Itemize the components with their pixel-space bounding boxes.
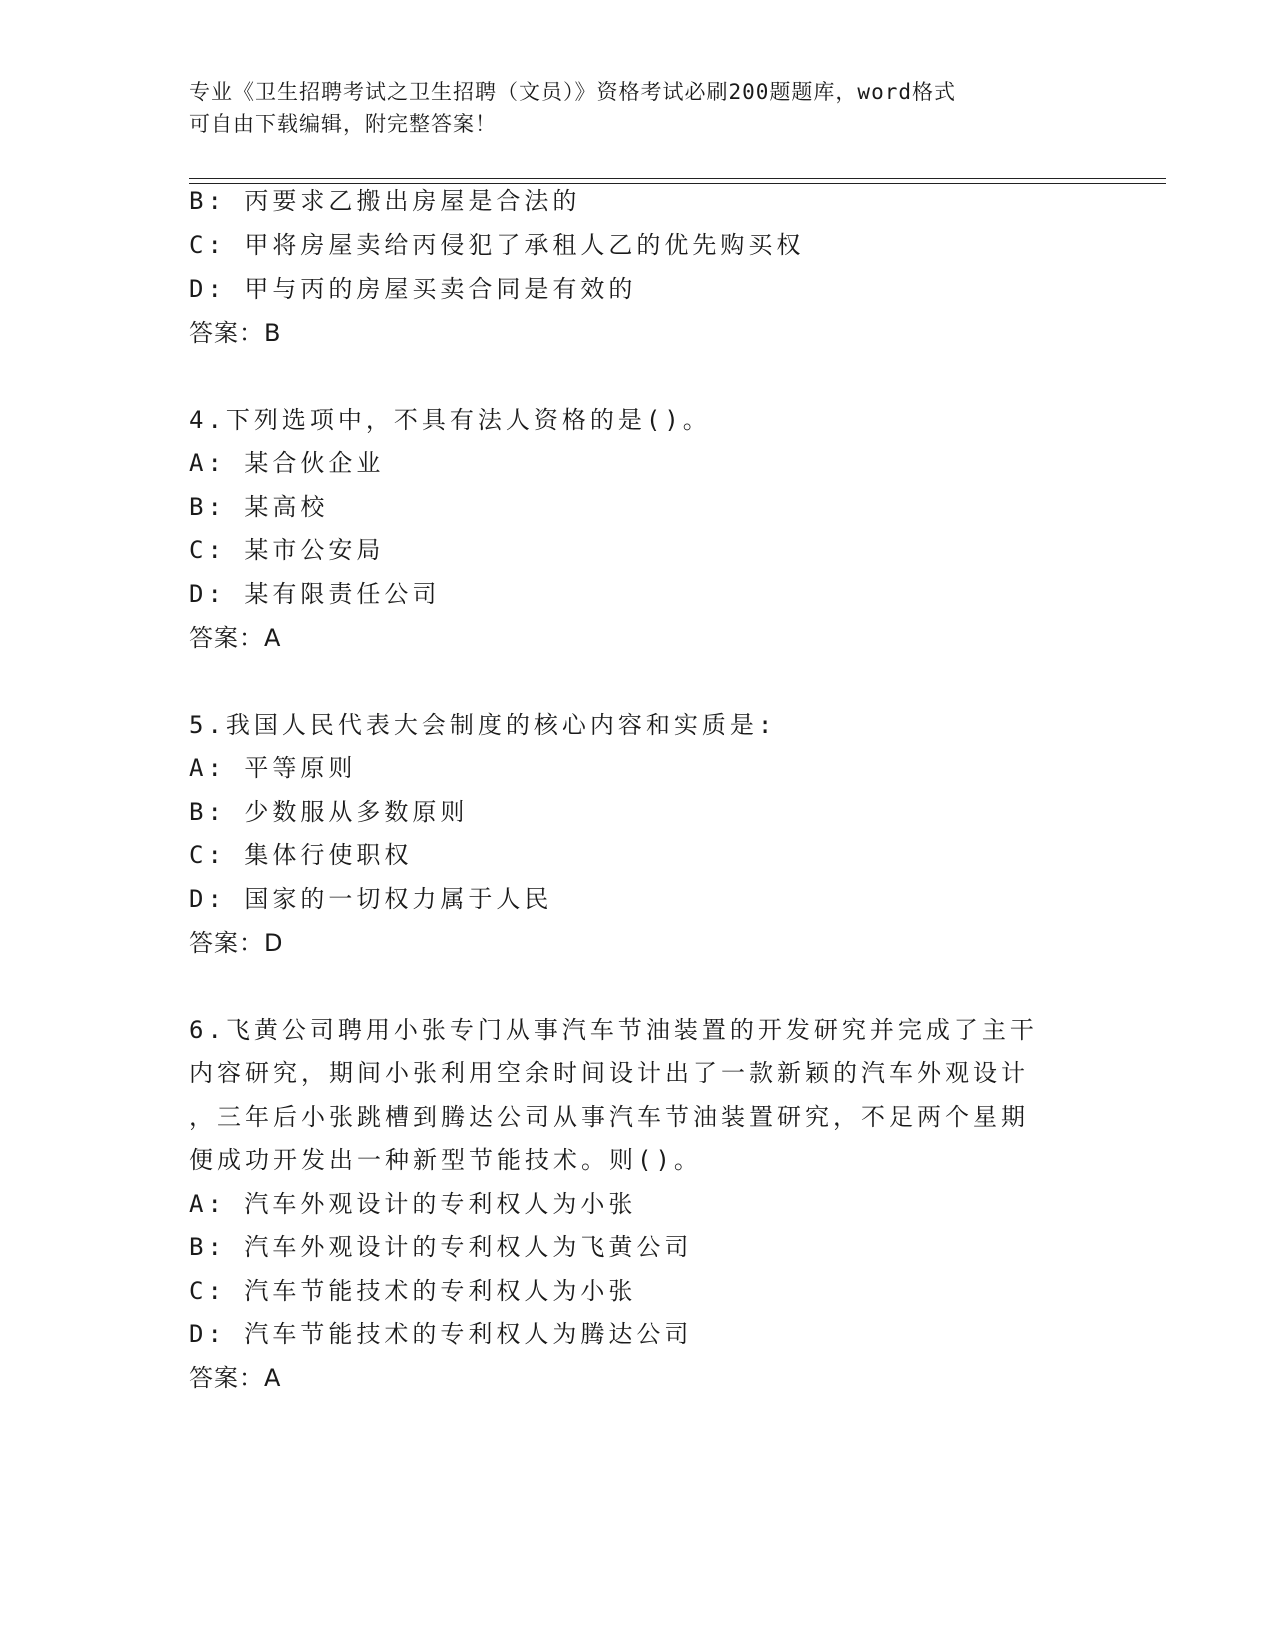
q5-answer: 答案：D [189,929,284,957]
header-divider-top [189,178,1166,179]
header-title-line-2: 可自由下载编辑，附完整答案！ [189,112,497,136]
q5-option-a: A: 平等原则 [189,754,357,782]
q5-option-b: B: 少数服从多数原则 [189,798,469,826]
q4-option-a: A: 某合伙企业 [189,449,385,477]
q6-option-a: A: 汽车外观设计的专利权人为小张 [189,1190,637,1218]
q6-option-d: D: 汽车节能技术的专利权人为腾达公司 [189,1320,693,1348]
q6-option-b: B: 汽车外观设计的专利权人为飞黄公司 [189,1233,693,1261]
q4-option-d: D: 某有限责任公司 [189,580,441,608]
q5-option-d: D: 国家的一切权力属于人民 [189,885,553,913]
q4-option-c: C: 某市公安局 [189,536,385,564]
q6-stem-line-3: ，三年后小张跳槽到腾达公司从事汽车节油装置研究，不足两个星期 [189,1103,1029,1131]
q3-option-c: C: 甲将房屋卖给丙侵犯了承租人乙的优先购买权 [189,231,805,259]
q3-option-b: B: 丙要求乙搬出房屋是合法的 [189,187,581,215]
q3-answer: 答案：B [189,319,282,347]
q3-option-d: D: 甲与丙的房屋买卖合同是有效的 [189,275,637,303]
q6-option-c: C: 汽车节能技术的专利权人为小张 [189,1277,637,1305]
q4-stem: 4.下列选项中，不具有法人资格的是()。 [189,406,711,434]
q5-stem: 5.我国人民代表大会制度的核心内容和实质是: [189,711,777,739]
q6-stem-line-2: 内容研究，期间小张利用空余时间设计出了一款新颖的汽车外观设计 [189,1059,1029,1087]
q5-option-c: C: 集体行使职权 [189,841,413,869]
q4-option-b: B: 某高校 [189,493,329,521]
document-header [189,76,1069,140]
q6-stem-line-4: 便成功开发出一种新型节能技术。则()。 [189,1146,702,1174]
header-title-line-1: 专业《卫生招聘考试之卫生招聘（文员）》资格考试必刷200题题库，word格式 [189,80,956,104]
q4-answer: 答案：A [189,624,282,652]
q6-answer: 答案：A [189,1364,282,1392]
header-divider-bottom [189,183,1166,184]
q6-stem-line-1: 6.飞黄公司聘用小张专门从事汽车节油装置的开发研究并完成了主干 [189,1016,1038,1044]
